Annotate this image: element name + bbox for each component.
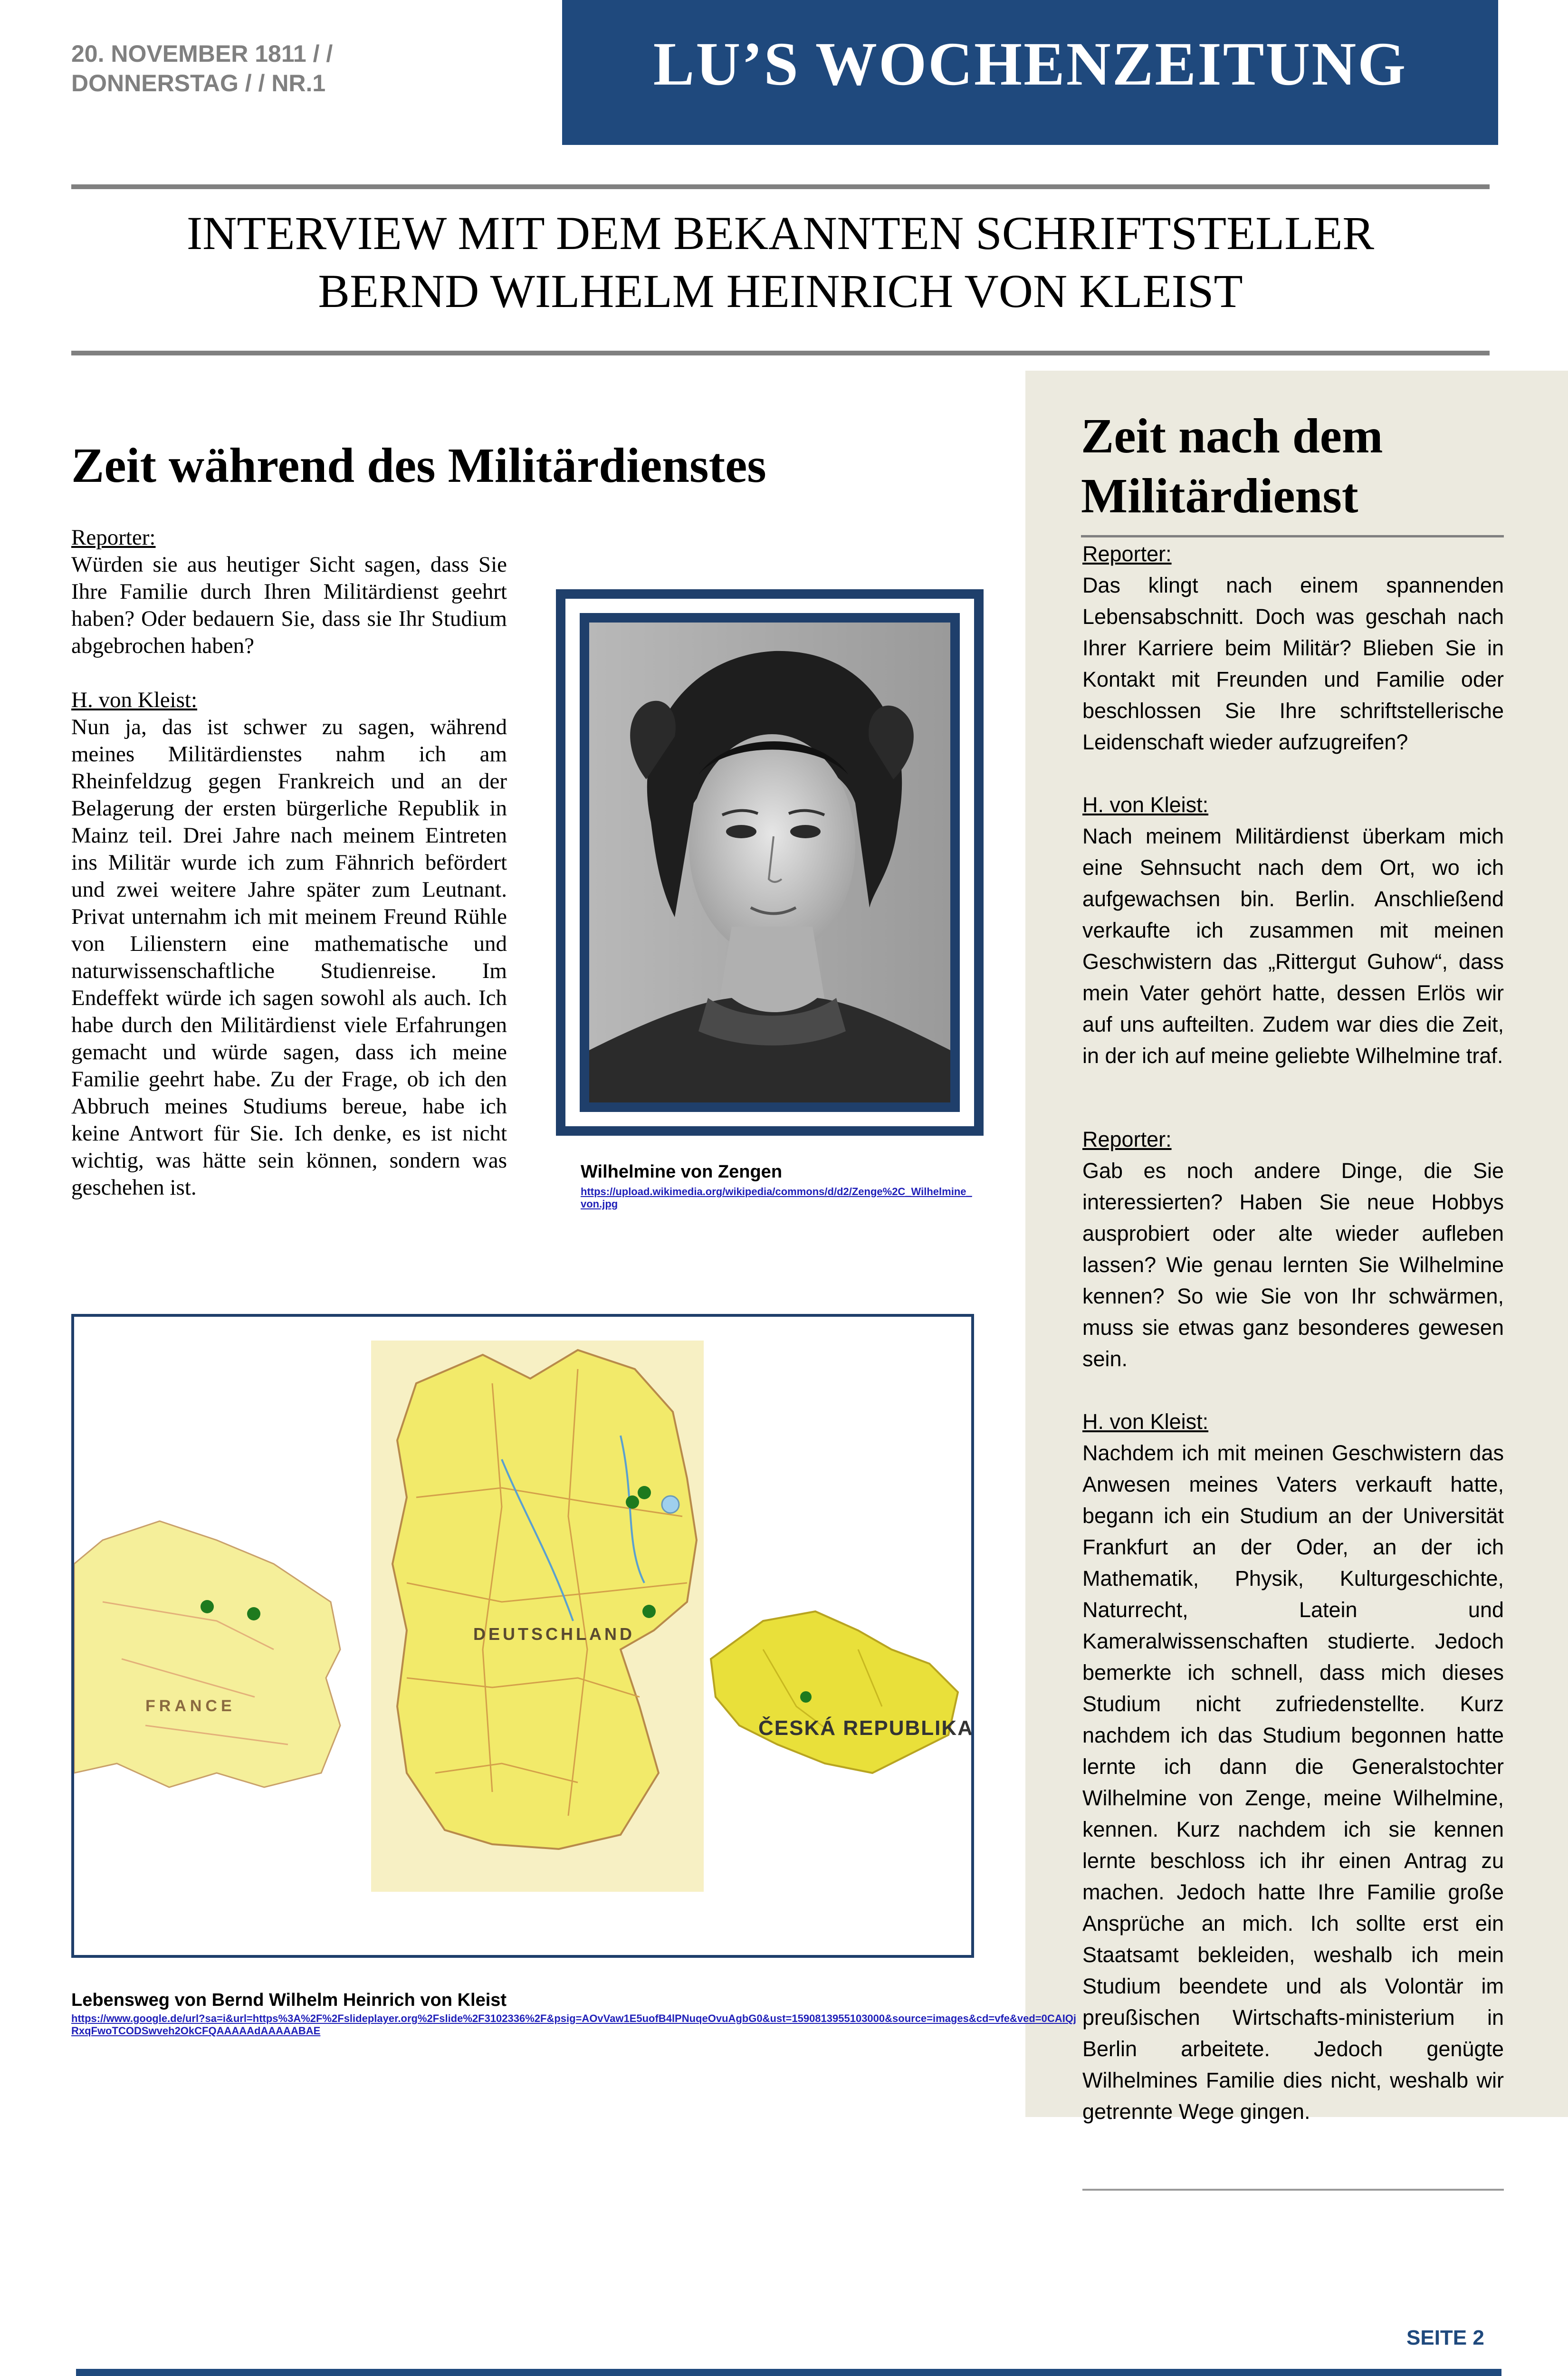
date-line-1: 20. NOVEMBER 1811 / /: [71, 40, 333, 67]
portrait-source-link[interactable]: https://upload.wikimedia.org/wikipedia/commons/d/d2/Zenge%2C_Wilhelmine_von.jpg: [581, 1186, 972, 1210]
page-number: SEITE 2: [1406, 2326, 1484, 2349]
footer-bar: [76, 2369, 1501, 2376]
portrait-frame: [556, 589, 984, 1136]
reporter-question: Würden sie aus heutiger Sicht sagen, dass Sie Ihre Familie durch Ihren Militärdienst geehrt haben? Oder bedauern Sie, dass sie Ihr Studium abgebrochen haben?: [71, 552, 507, 658]
sidebar-answer-1: Nach meinem Militärdienst überkam mich eine Sehnsucht nach dem Ort, wo ich aufgewachsen bin. Berlin. Anschließend verkaufte ich zusammen mit meinen Geschwistern das „Rittergut Guhow“, dass mein Vater gehört hatte, dessen Erlös wir auf uns aufteilten. Zudem war dies die Zeit, in der ich auf meine geliebte Wilhelmine traf.: [1082, 824, 1504, 1068]
map-marker: [662, 1496, 679, 1513]
sidebar-reporter-label-2: Reporter:: [1082, 1127, 1172, 1151]
headline-line-1: INTERVIEW MIT DEM BEKANNTEN SCHRIFTSTELLER: [186, 207, 1375, 259]
left-article: [71, 524, 507, 1201]
map-label-czech: ČESKÁ REPUBLIKA: [758, 1716, 971, 1740]
masthead: [562, 0, 1498, 145]
map-marker: [247, 1607, 260, 1620]
sidebar-question-2: Gab es noch andere Dinge, die Sie interessierten? Haben Sie neue Hobbys ausprobiert oder alte wieder aufleben lassen? Wie genau lernten Sie Wilhelmine kennen? So wie Sie von Ihr schwärmen, muss sie etwas ganz besonderes gewesen sein.: [1082, 1159, 1504, 1371]
top-divider: [71, 184, 1490, 189]
sidebar-kleist-label-1: H. von Kleist:: [1082, 793, 1209, 817]
sidebar-kleist-label-2: H. von Kleist:: [1082, 1409, 1209, 1434]
map-source-link[interactable]: https://www.google.de/url?sa=i&url=https%3A%2F%2Fslideplayer.org%2Fslide%2F3102336%2F&psig=AOvVaw1E5uofB4lPNuqeOvuAgbG0&ust=1590813955103000&source=images&cd=vfe&ved=0CAIQjRxqFwoTCODSwveh2OkCFQAAAAAdAAAAABAE: [71, 2012, 1077, 2037]
map-marker: [800, 1691, 812, 1703]
headline-divider: [71, 351, 1490, 355]
sidebar-reporter-label-1: Reporter:: [1082, 542, 1172, 566]
map-drawing: [74, 1317, 971, 1955]
page-headline: [71, 204, 1490, 320]
portrait-inner-border: [580, 613, 960, 1112]
sidebar-bottom-rule: [1082, 2189, 1504, 2191]
left-section-title: Zeit während des Militärdienstes: [71, 438, 766, 493]
sidebar-article: [1082, 538, 1504, 2127]
portrait-drawing: [589, 623, 950, 1102]
sidebar-title-line-2: Militärdienst: [1081, 469, 1358, 523]
issue-date: [71, 39, 333, 98]
portrait-mat: [565, 599, 974, 1126]
reporter-label: Reporter:: [71, 525, 156, 550]
map-label-france: FRANCE: [145, 1697, 236, 1715]
sidebar-title-rule: [1081, 535, 1504, 537]
sidebar-title-line-1: Zeit nach dem: [1081, 409, 1383, 463]
portrait-image: [589, 623, 950, 1102]
map-marker: [201, 1600, 214, 1613]
map-caption: Lebensweg von Bernd Wilhelm Heinrich von Kleist: [71, 1990, 507, 2010]
map-label-germany: DEUTSCHLAND: [473, 1624, 635, 1644]
headline-line-2: BERND WILHELM HEINRICH VON KLEIST: [318, 265, 1243, 317]
masthead-title: LU’S WOCHENZEITUNG: [653, 30, 1407, 98]
route-map: [71, 1314, 974, 1958]
map-marker: [626, 1495, 639, 1509]
map-czech: [711, 1611, 958, 1773]
kleist-answer: Nun ja, das ist schwer zu sagen, während meines Militärdienstes nahm ich am Rheinfeldzug gegen Frankreich und an der Belagerung der ersten bürgerliche Republik in Mainz teil. Drei Jahre nach meinem Eintreten ins Militär wurde ich zum Fähnrich befördert und zwei weitere Jahre später zum Leutnant. Privat unternahm ich mit meinem Freund Rühle von Lilienstern eine mathematische und naturwissenschaftliche Studienreise. Im Endeffekt würde ich sagen sowohl als auch. Ich habe durch den Militärdienst viele Erfahrungen gemacht und würde sagen, dass ich meine Familie geehrt habe. Zu der Frage, ob ich den Abbruch meines Studiums bereue, habe ich keine Antwort für Sie. Ich denke, es ist nicht wichtig, was hätte sein können, sondern was geschehen ist.: [71, 715, 507, 1200]
kleist-label: H. von Kleist:: [71, 688, 198, 712]
portrait-caption: Wilhelmine von Zengen: [581, 1162, 783, 1182]
sidebar-section-title: [1081, 406, 1383, 526]
sidebar-question-1: Das klingt nach einem spannenden Lebensabschnitt. Doch was geschah nach Ihrer Karriere beim Militär? Blieben Sie in Kontakt mit Freunden und Familie oder beschlossen Sie Ihre schriftstellerische Leidenschaft wieder aufzugreifen?: [1082, 573, 1504, 754]
sidebar-answer-2: Nachdem ich mit meinen Geschwistern das Anwesen meines Vaters verkauft hatte, begann ich ein Studium an der Universität Frankfurt an der Oder, an der ich Mathematik, Physik, Kulturgeschichte, Naturrecht, Latein und Kameralwissenschaften studierte. Jedoch bemerkte ich schnell, dass mich dieses Studium nicht zufriedenstellte. Kurz nachdem ich das Studium begonnen hatte lernte ich dann die Generalstochter Wilhelmine von Zenge, meine Wilhelmine, kennen. Kurz nachdem ich sie kennen lernte beschloss ich ihr einen Antrag zu machen. Jedoch hatte Ihre Familie große Ansprüche an mich. Ich sollte erst ein Staatsamt bekleiden, weshalb ich mein Studium beendete und als Volontär im preußischen Wirtschafts-ministerium in Berlin arbeitete. Jedoch genügte Wilhelmines Familie dies nicht, weshalb wir getrennte Wege gingen.: [1082, 1441, 1504, 2124]
map-marker: [642, 1605, 656, 1618]
date-line-2: DONNERSTAG / / NR.1: [71, 70, 326, 96]
map-france: [74, 1521, 340, 1787]
map-marker: [638, 1486, 651, 1499]
